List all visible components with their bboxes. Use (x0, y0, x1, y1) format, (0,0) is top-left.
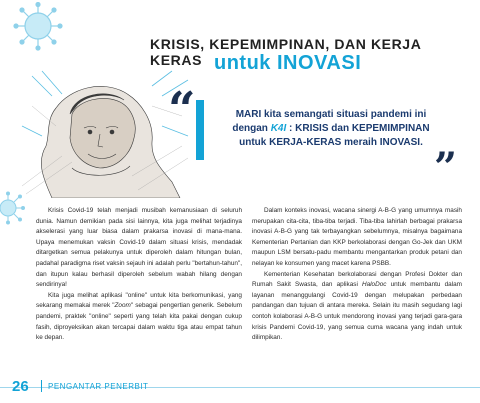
body-column-right (252, 206, 462, 344)
pull-quote-line2-a: dengan (232, 123, 271, 134)
body-paragraph-text: " sebagai pengertian generik. Sebelum pandemi, praktek "online" seperti yang telah kita pakai dengan cukup fasih, diproyeksikan akan tercapai dalam waktu tiga atau empat tahun ke depan. (36, 302, 242, 342)
page-title-line2-emphasis: INOVASI (277, 52, 362, 74)
close-quote-icon: ” (434, 144, 458, 191)
body-paragraph-emphasis: Zoom (114, 302, 131, 310)
body-paragraph: Krisis Covid-19 telah menjadi musibah kemanusiaan di seluruh dunia. Namun demikian pada sisi lainnya, kita juga melihat terjadinya akselerasi yang luar biasa dalam prakarsa inovasi di mana-mana. Upaya menemukan vaksin Covid-19 dalam situasi krisis, mendadak ditargetkan semua pelakunya untuk diperoleh dalam hitungan bulan, padahal paradigma riset vaksin sejauh ini adalah perlu "bertahun-tahun", dan itupun kalau berhasil diperoleh sebelum wabah hilang dengan sendirinya! (36, 207, 242, 289)
body-column-left (36, 206, 242, 344)
page-title-line1: KRISIS, KEPEMIMPINAN, DAN KERJA KERAS (150, 36, 421, 68)
pull-quote-k4i: K4I (270, 123, 287, 134)
quote-accent-bar (198, 100, 204, 160)
body-paragraph (36, 291, 242, 344)
open-quote-icon: “ (168, 82, 196, 138)
body-paragraph: Dalam konteks inovasi, wacana sinergi A-B-G yang umumnya masih merupakan cita-cita, tiba-tiba terjadi. Tiba-tiba lahirlah berbagai prakarsa inovasi A-B-G yang tak terbayangkan sebelumnya, misalnya bagaimana Kementerian Pertanian dan KKP berkolaborasi dengan Go-Jek dan UKM maupun LSM bersatu-padu membantu mengantarkan produk petani dan nelayan ke konsumen yang macet karena PSBB. (252, 207, 462, 267)
section-label: PENGANTAR PENERBIT (48, 382, 149, 391)
pull-quote-line1: MARI kita semangati situasi pandemi ini (235, 109, 427, 120)
body-paragraph (252, 270, 462, 344)
footer-separator (41, 380, 42, 392)
page-number: 26 (12, 378, 29, 395)
virus-illustration-icon (4, 2, 78, 58)
pull-quote-line2 (206, 122, 456, 136)
body-paragraph-text: Kementerian Kesehatan berkolaborasi dengan Profesi Dokter dan Rumah Sakit Swasta, dan aplikasi (252, 270, 462, 289)
portrait-sketch-illustration (12, 66, 194, 198)
body-paragraph-emphasis: HaloDoc (361, 281, 387, 289)
page-title-line2-prefix: untuk (214, 52, 277, 74)
body-paragraph-text: untuk membantu dalam layanan menanggulangi Covid-19 dengan melupakan perbedaan pandangan dan tujuan di antara mereka. Selain itu masih segudang lagi contoh kolaborasi A-B-G untuk mendorong inovasi yang terjadi gara-gara krisis Pandemi Covid-19, yang semua cuma wacana yang indah untuk dilimpikan. (252, 281, 462, 342)
pull-quote (206, 108, 456, 150)
page-title-line2 (214, 52, 361, 75)
pull-quote-line2-b: : KRISIS dan KEPEMIMPINAN (286, 123, 430, 134)
body-paragraph-text: Kita juga melihat aplikasi "online" untuk kita berkomunikasi, yang sekarang memakai merek " (36, 291, 242, 310)
pull-quote-line3: untuk KERJA-KERAS meraih INOVASI. (239, 137, 423, 148)
